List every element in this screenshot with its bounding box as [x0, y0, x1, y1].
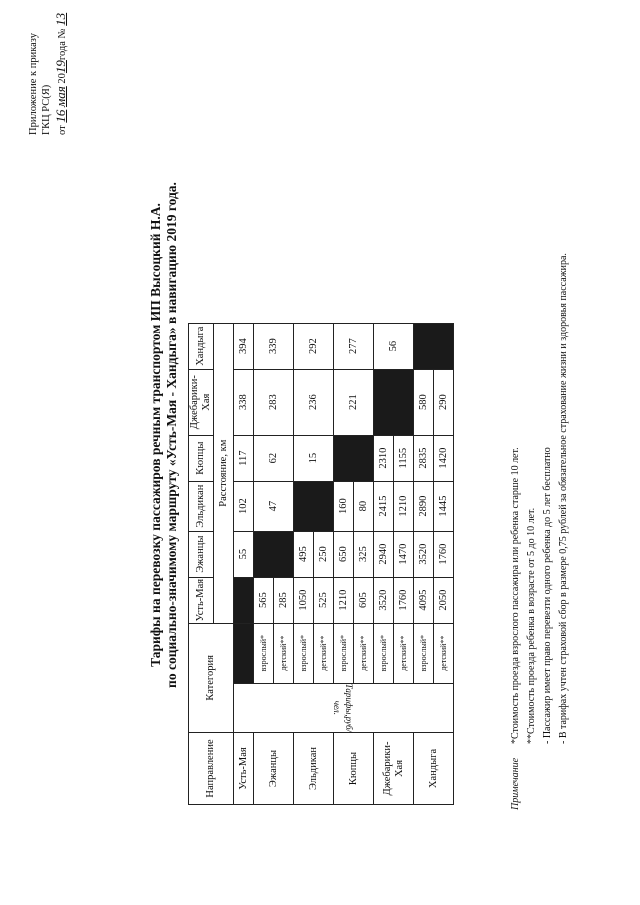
appendix-month: мая [53, 86, 69, 108]
fare-cell: 1760 [434, 531, 454, 577]
fare-cell: 1760 [394, 577, 414, 623]
fare-cell: 580 [414, 369, 434, 435]
title-line1: Тарифы на перевозку пассажиров речным транспортом ИП Высоцкий Н.А. [148, 203, 163, 667]
header-direction: Направление [189, 733, 234, 805]
document-title [148, 115, 180, 755]
fare-cell: 250 [314, 531, 334, 577]
fare-cell: 160 [334, 481, 354, 531]
distance-cell: 62 [254, 435, 294, 481]
fare-cell: 1050 [294, 577, 314, 623]
fare-cell: 2890 [414, 481, 434, 531]
fare-cell: 325 [354, 531, 374, 577]
dark-cell [234, 577, 254, 623]
row-kyuptsy: Кюпцы [334, 733, 374, 805]
note-4: - В тарифах учтен страховой сбор в размере 0,75 рублей за обязательное страхование жизни и здоровья пассажира. [558, 253, 569, 744]
category-child: детский** [434, 623, 454, 683]
distance-cell: 55 [234, 531, 254, 577]
side-label: Тарифы,руб/чел. [332, 683, 354, 732]
header-col-khandyga: Хандыга [189, 323, 214, 369]
category-adult: взрослый* [374, 623, 394, 683]
header-col-ezhantsy: Эжанцы [189, 531, 214, 577]
notes-block [508, 50, 572, 810]
category-child: детский** [314, 623, 334, 683]
distance-cell: 47 [254, 481, 294, 531]
distance-cell: 102 [234, 481, 254, 531]
distance-cell: 117 [234, 435, 254, 481]
category-adult: взрослый* [294, 623, 314, 683]
fare-cell: 1210 [394, 481, 414, 531]
row-dzhebariki-khaya: Джебарики-Хая [374, 733, 414, 805]
fare-cell: 565 [254, 577, 274, 623]
appendix-from: от [57, 125, 69, 135]
note-2: **Стоимость проезда ребенка в возрасте от 5 до 10 лет. [526, 507, 537, 744]
dark-cell [374, 369, 414, 435]
appendix-number: 13 [53, 12, 69, 26]
appendix-day: 16 [53, 109, 69, 123]
tariff-table [188, 323, 454, 805]
fare-cell: 1470 [394, 531, 414, 577]
distance-cell: 236 [294, 369, 334, 435]
appendix-line1: Приложение к приказу ГКЦ РС(Я) [28, 33, 52, 135]
fare-cell: 2835 [414, 435, 434, 481]
dark-cell [234, 623, 254, 683]
header-col-kyuptsy: Кюпцы [189, 435, 214, 481]
distance-cell: 56 [374, 323, 414, 369]
fare-cell: 2310 [374, 435, 394, 481]
row-ezhantsy: Эжанцы [254, 733, 294, 805]
fare-cell: 2050 [434, 577, 454, 623]
dark-cell [254, 531, 294, 577]
dark-cell [334, 435, 374, 481]
fare-cell: 3520 [414, 531, 434, 577]
fare-cell: 1155 [394, 435, 414, 481]
header-col-eldikan: Эльдикан [189, 481, 214, 531]
appendix-header [28, 10, 70, 135]
distance-cell: 283 [254, 369, 294, 435]
fare-cell: 2940 [374, 531, 394, 577]
category-child: детский** [274, 623, 294, 683]
category-adult: взрослый* [414, 623, 434, 683]
note-1: *Стоимость проезда взрослого пассажира или ребенка старше 10 лет. [510, 447, 521, 744]
appendix-year-handwritten: 19 [53, 60, 69, 74]
row-ust-maya: Усть-Мая [234, 733, 254, 805]
fare-cell: 80 [354, 481, 374, 531]
fare-cell: 1420 [434, 435, 454, 481]
fare-cell: 1210 [334, 577, 354, 623]
appendix-line2 [53, 10, 70, 135]
fare-cell: 285 [274, 577, 294, 623]
note-3: - Пассажир имеет право перевезти одного ребенка до 5 лет бесплатно [542, 447, 553, 744]
notes-lead: Примечание [510, 757, 521, 810]
row-eldikan: Эльдикан [294, 733, 334, 805]
title-line2: по социально-значимому маршруту «Усть-Мая - Хандыга» в навигацию 2019 года. [164, 182, 179, 688]
distance-label: Расстояние, км [214, 323, 234, 623]
row-khandyga: Хандыга [414, 733, 454, 805]
distance-cell: 292 [294, 323, 334, 369]
category-adult: взрослый* [254, 623, 274, 683]
side-label-cell [234, 683, 454, 732]
appendix-year-suffix: года № [57, 28, 69, 61]
header-category: Категория [189, 623, 234, 732]
appendix-year-prefix: 20 [57, 73, 69, 84]
fare-cell: 1445 [434, 481, 454, 531]
header-col-ust-maya: Усть-Мая [189, 577, 214, 623]
header-col-dzhebariki-khaya: Джебарики-Хая [189, 369, 214, 435]
distance-cell: 221 [334, 369, 374, 435]
fare-cell: 495 [294, 531, 314, 577]
fare-cell: 650 [334, 531, 354, 577]
fare-cell: 605 [354, 577, 374, 623]
dark-cell [294, 481, 334, 531]
distance-cell: 339 [254, 323, 294, 369]
distance-cell: 15 [294, 435, 334, 481]
category-child: детский** [354, 623, 374, 683]
fare-cell: 4095 [414, 577, 434, 623]
fare-cell: 525 [314, 577, 334, 623]
fare-cell: 3520 [374, 577, 394, 623]
distance-cell: 277 [334, 323, 374, 369]
fare-cell: 290 [434, 369, 454, 435]
category-child: детский** [394, 623, 414, 683]
distance-cell: 338 [234, 369, 254, 435]
distance-cell: 394 [234, 323, 254, 369]
category-adult: взрослый* [334, 623, 354, 683]
fare-cell: 2415 [374, 481, 394, 531]
dark-cell [414, 323, 454, 369]
